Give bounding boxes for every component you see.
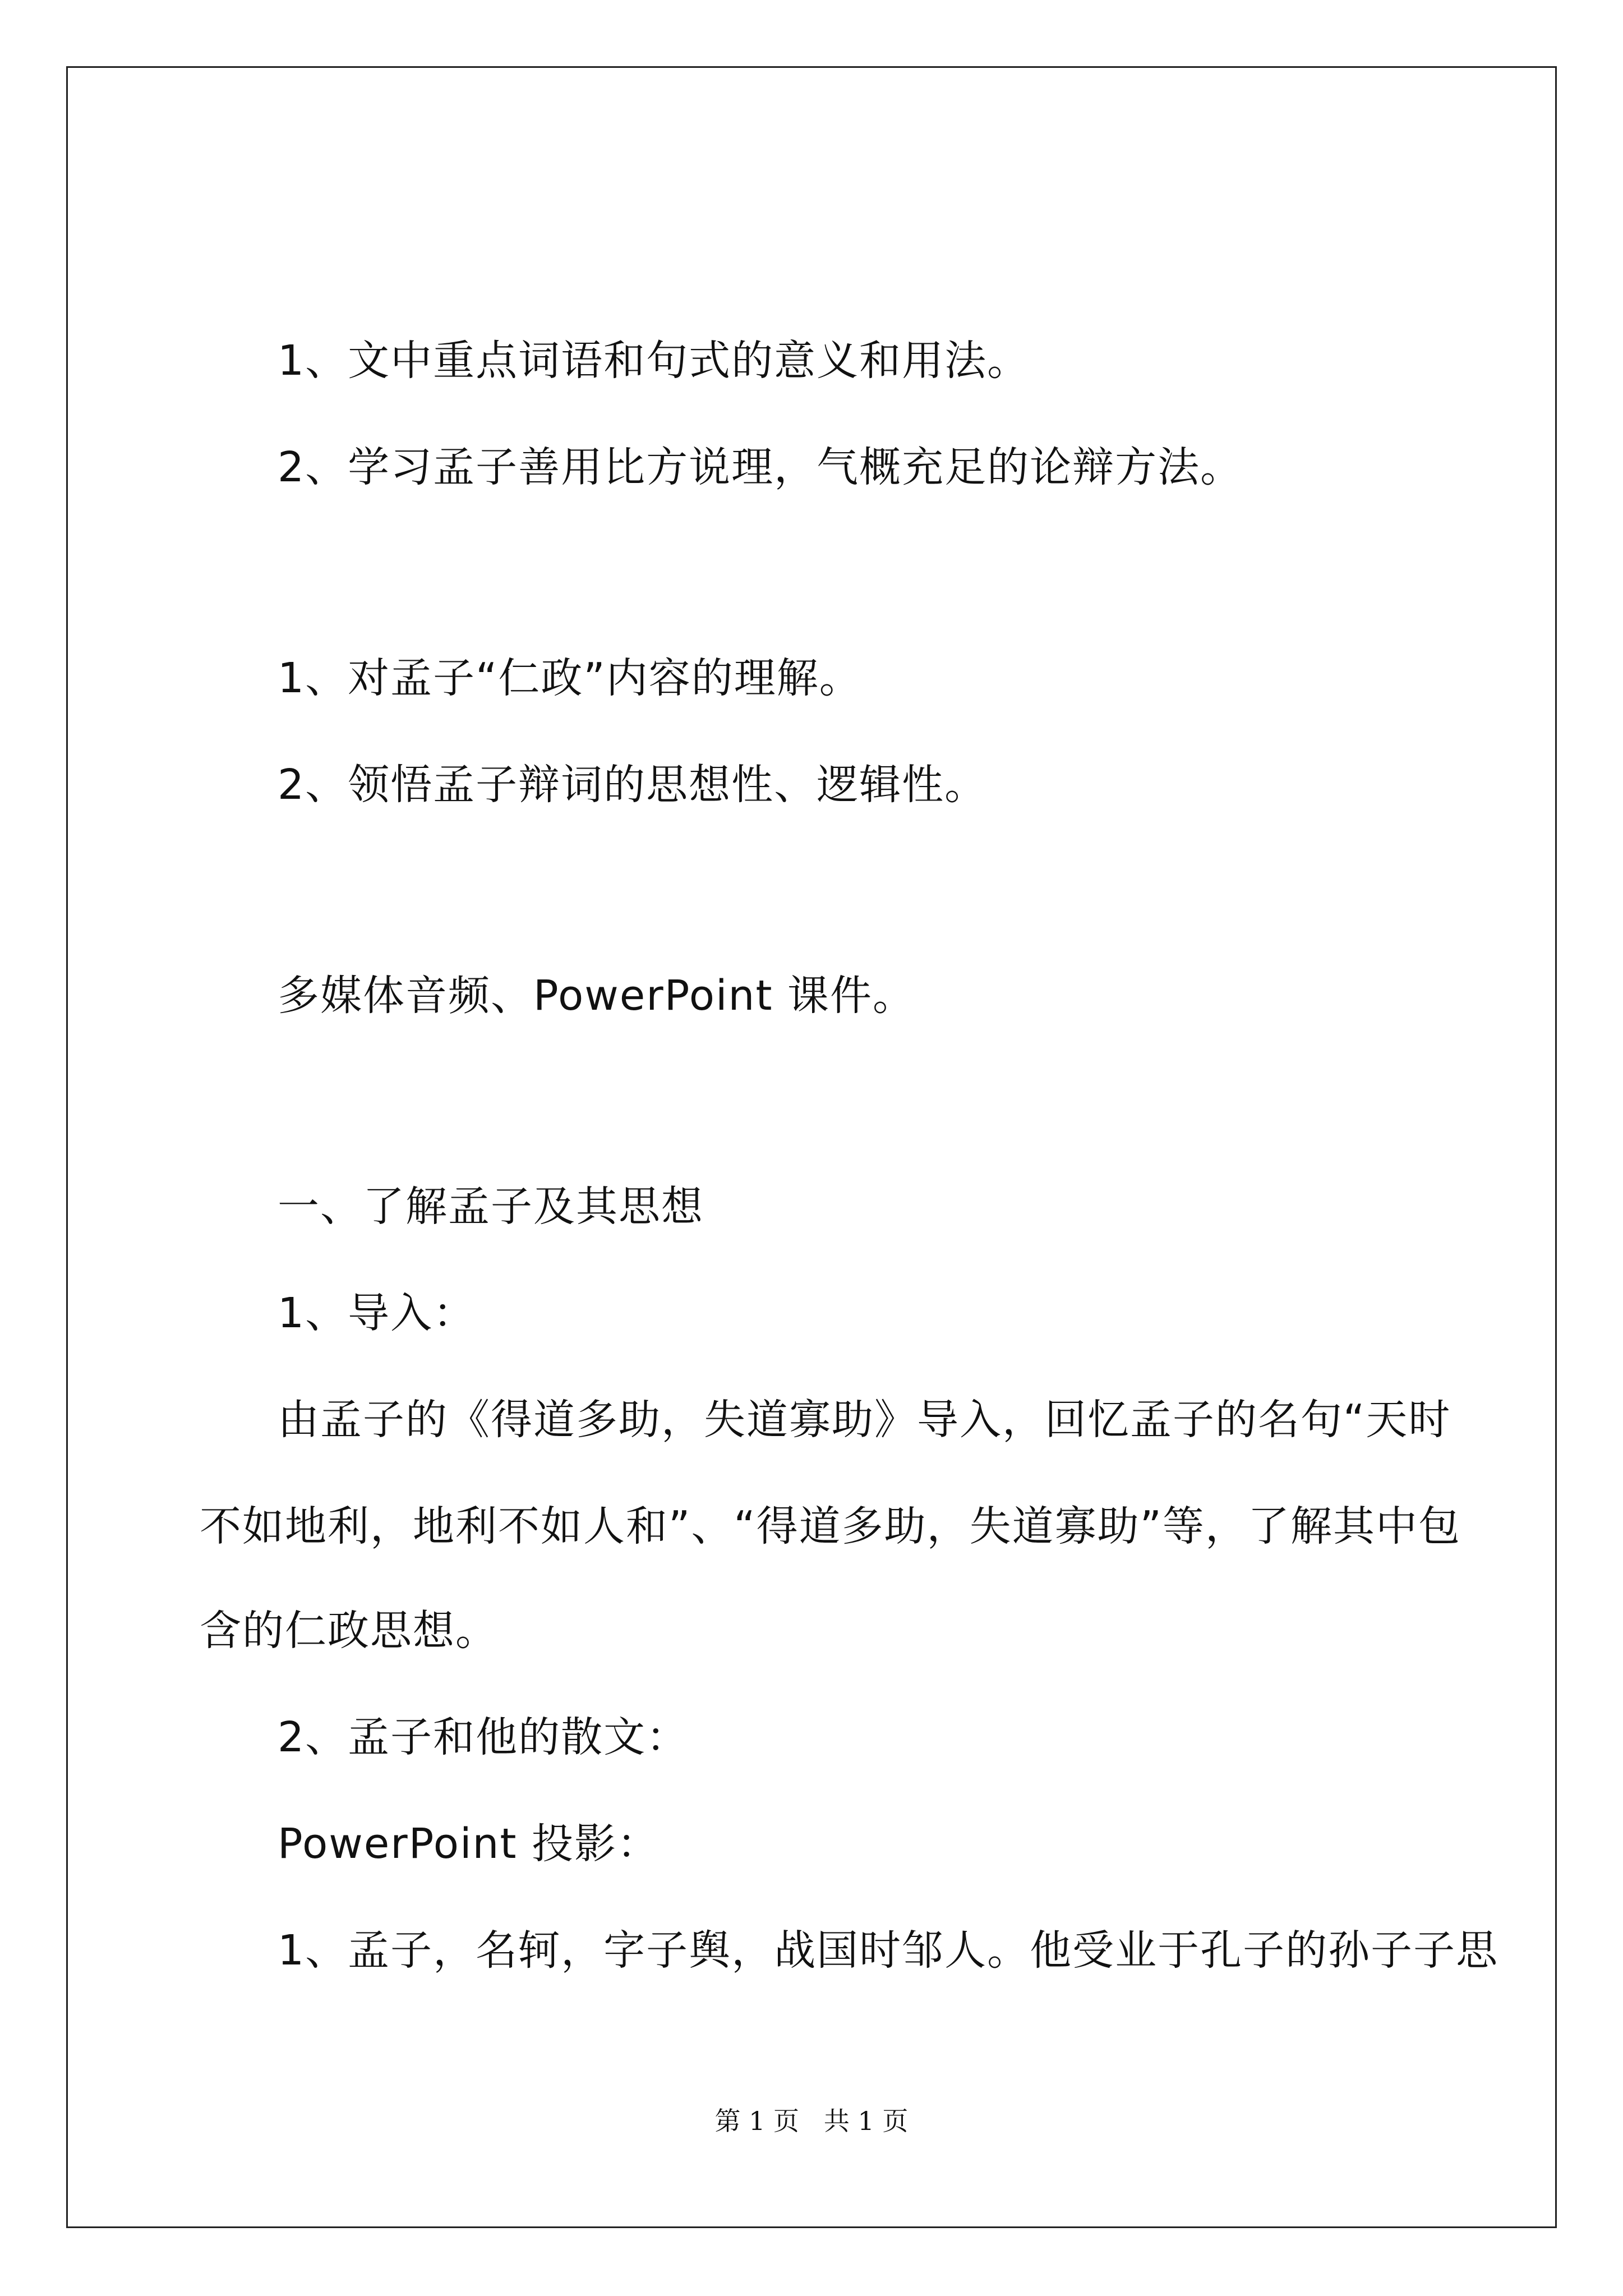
text-line: 多媒体音频、PowerPoint 课件。 xyxy=(278,972,915,1020)
text-line: 2、学习孟子善用比方说理，气概充足的论辩方法。 xyxy=(278,443,1243,491)
paragraph-line: 由孟子的《得道多助，失道寡助》导入，回忆孟子的名句“天时 xyxy=(278,1396,1451,1444)
page-border xyxy=(66,66,1557,2228)
text-line: 1、文中重点词语和句式的意义和用法。 xyxy=(278,337,1030,385)
text-line: 2、领悟孟子辩词的思想性、逻辑性。 xyxy=(278,761,988,809)
text-line: 2、孟子和他的散文： xyxy=(278,1713,689,1761)
text-line: 1、导入： xyxy=(278,1289,476,1337)
paragraph-line: 1、孟子，名轲，字子舆，战国时邹人。他受业于孔子的孙子子思 xyxy=(278,1926,1499,1975)
paragraph-line: 不如地利，地利不如人和”、“得道多助，失道寡助”等，了解其中包 xyxy=(200,1502,1461,1550)
page-footer: 第 1 页 共 1 页 xyxy=(714,2106,909,2136)
text-line: PowerPoint 投影： xyxy=(278,1820,660,1868)
section-heading: 一、了解孟子及其思想 xyxy=(278,1182,704,1231)
paragraph-line: 含的仁政思想。 xyxy=(200,1607,498,1655)
text-line: 1、对孟子“仁政”内容的理解。 xyxy=(278,654,862,702)
